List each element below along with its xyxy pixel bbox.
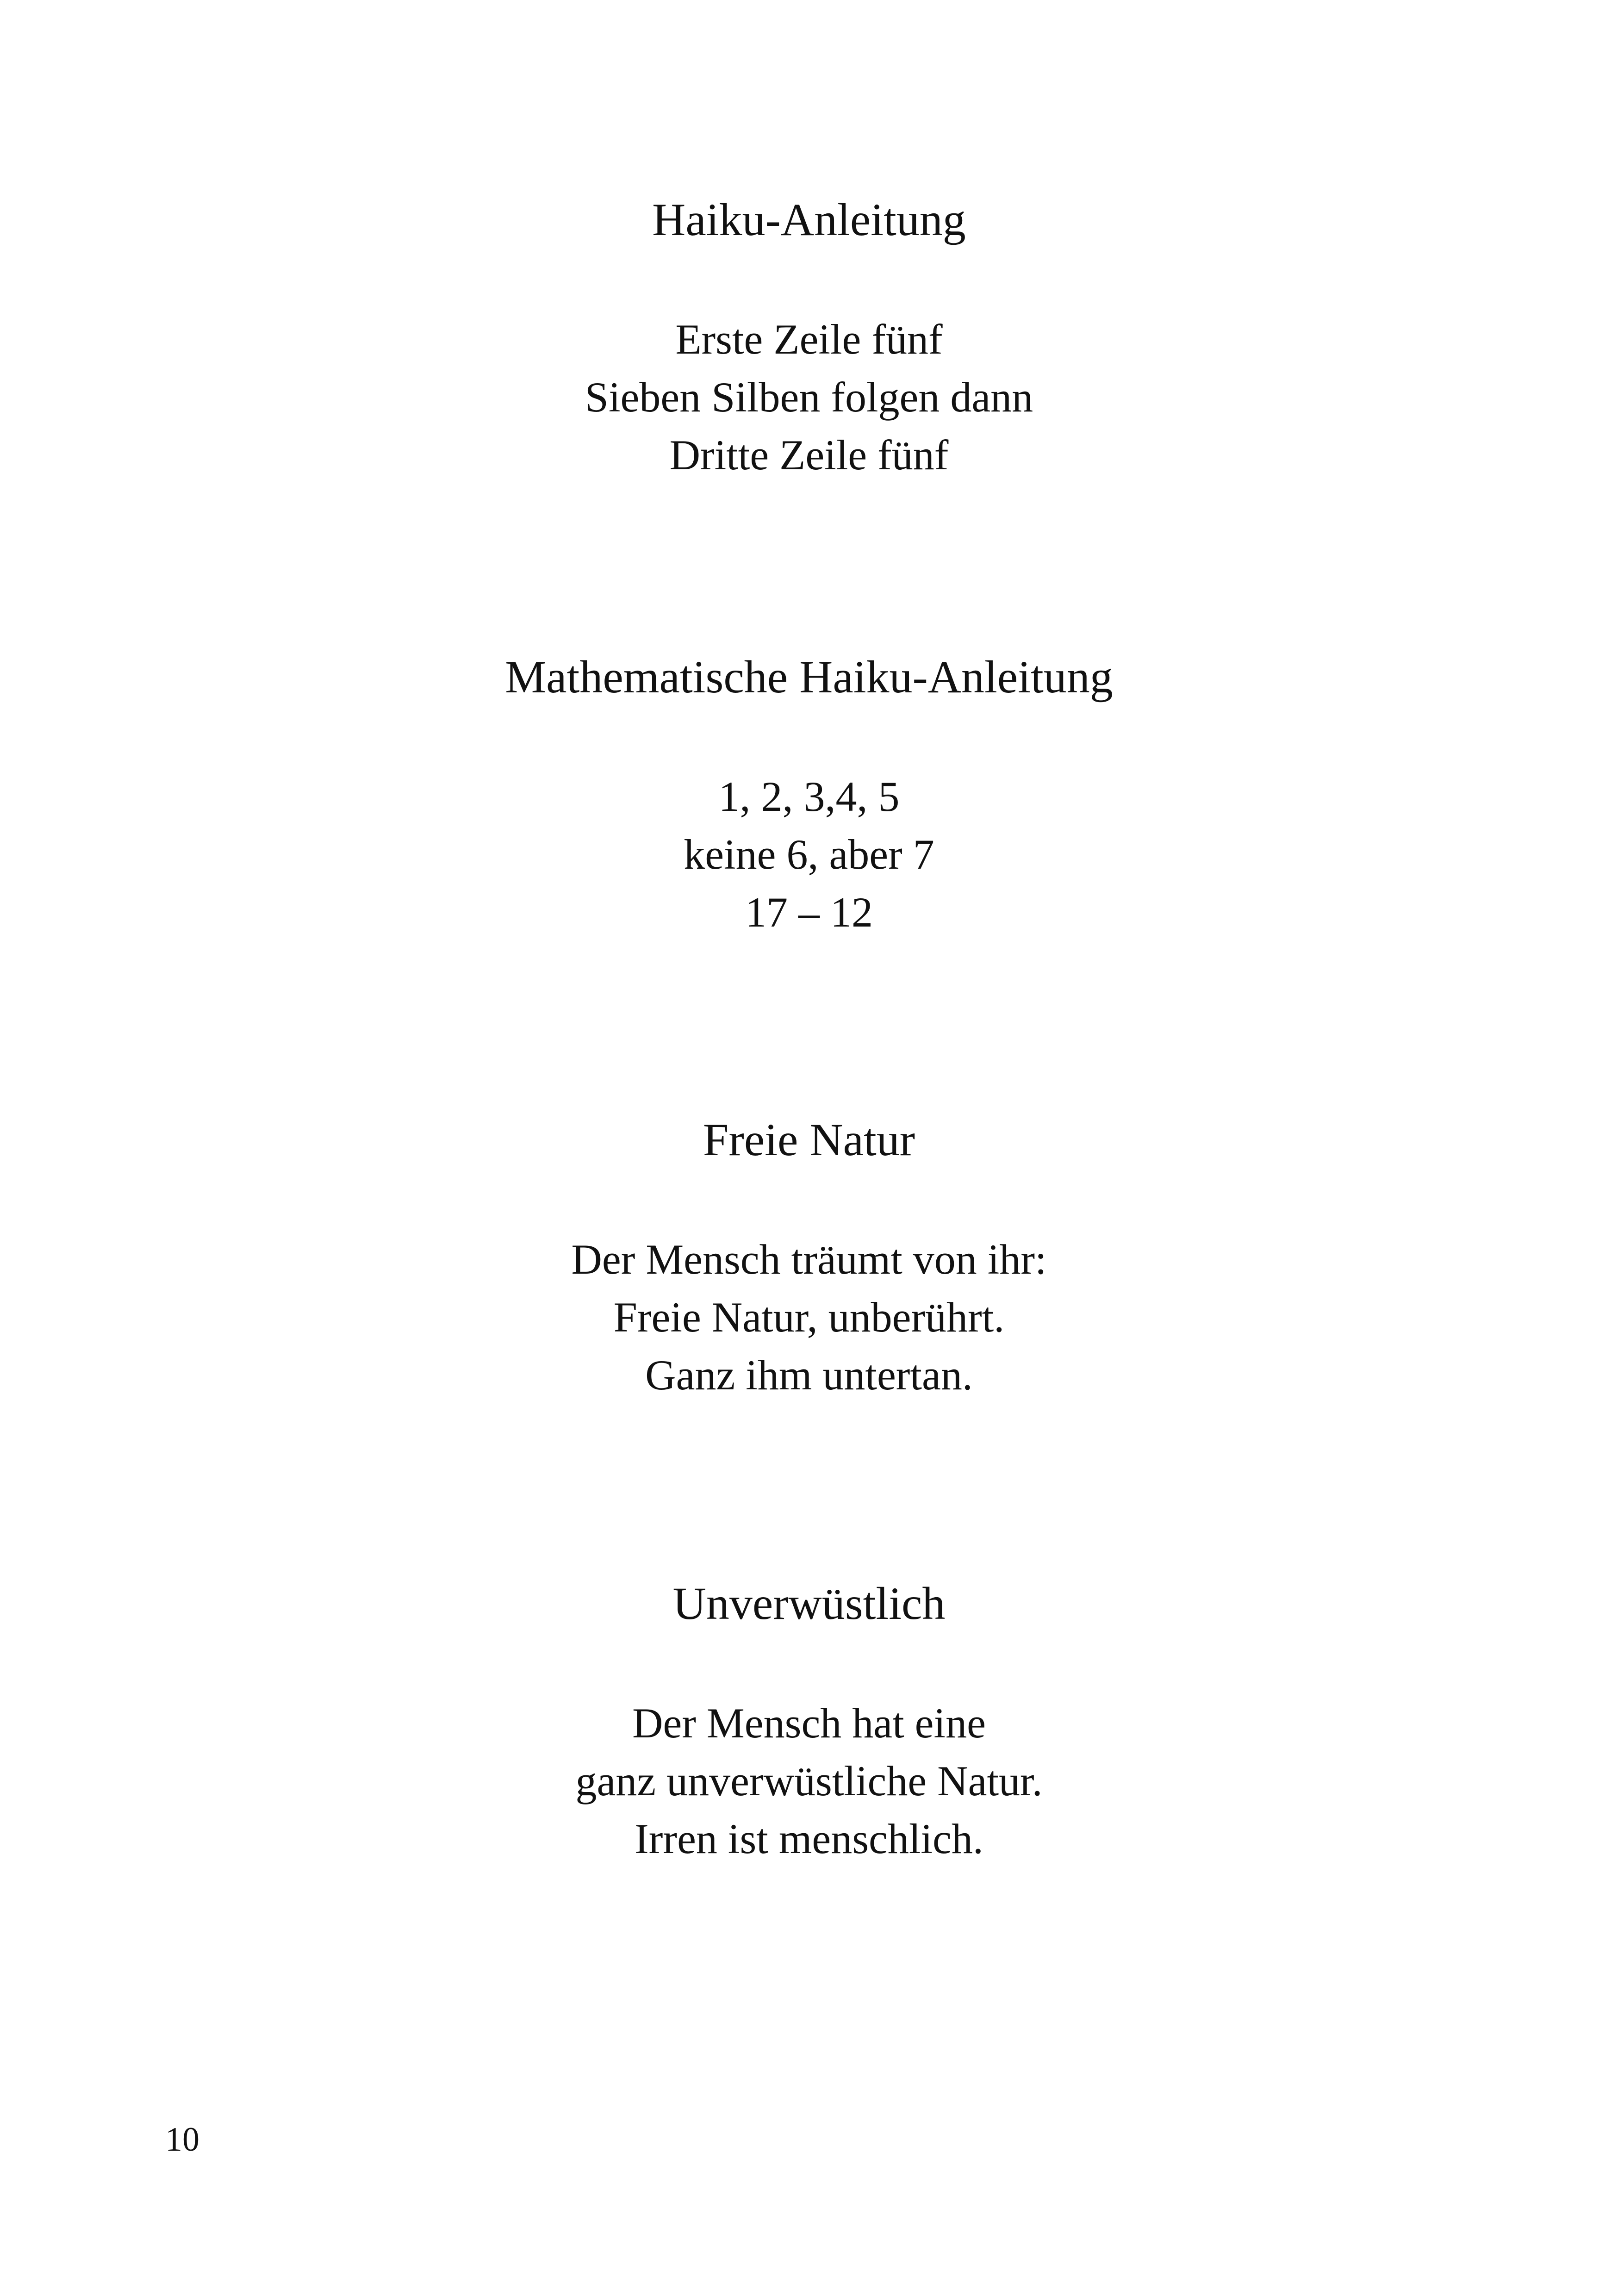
poem-line: Der Mensch hat eine xyxy=(632,1699,986,1747)
poem-title: Mathematische Haiku-Anleitung xyxy=(505,651,1113,703)
page-number: 10 xyxy=(165,2121,199,2159)
poem-line: 1, 2, 3,4, 5 xyxy=(718,773,900,820)
poem-stanza xyxy=(0,768,1618,941)
poem-line: Ganz ihm untertan. xyxy=(645,1351,973,1399)
poem-title: Haiku-Anleitung xyxy=(652,194,966,245)
poem-stanza xyxy=(0,311,1618,484)
poem-title: Unverwüstlich xyxy=(672,1578,946,1629)
poem-line: Irren ist menschlich. xyxy=(635,1815,983,1862)
poem-mathematische-haiku-anleitung xyxy=(0,649,1618,941)
poem-line: Dritte Zeile fünf xyxy=(669,431,949,479)
poem-freie-natur xyxy=(0,1112,1618,1404)
poem-unverwuestlich xyxy=(0,1576,1618,1868)
poem-line: 17 – 12 xyxy=(745,889,873,936)
poem-line: Erste Zeile fünf xyxy=(675,316,943,363)
poem-line: keine 6, aber 7 xyxy=(684,831,934,878)
poem-line: Freie Natur, unberührt. xyxy=(613,1294,1005,1341)
poem-title: Freie Natur xyxy=(703,1114,915,1165)
poem-line: ganz unverwüstliche Natur. xyxy=(575,1757,1043,1804)
poem-haiku-anleitung xyxy=(0,192,1618,484)
poem-stanza xyxy=(0,1231,1618,1404)
poem-line: Sieben Silben folgen dann xyxy=(585,373,1033,421)
poem-line: Der Mensch träumt von ihr: xyxy=(571,1236,1047,1283)
poem-stanza xyxy=(0,1694,1618,1868)
